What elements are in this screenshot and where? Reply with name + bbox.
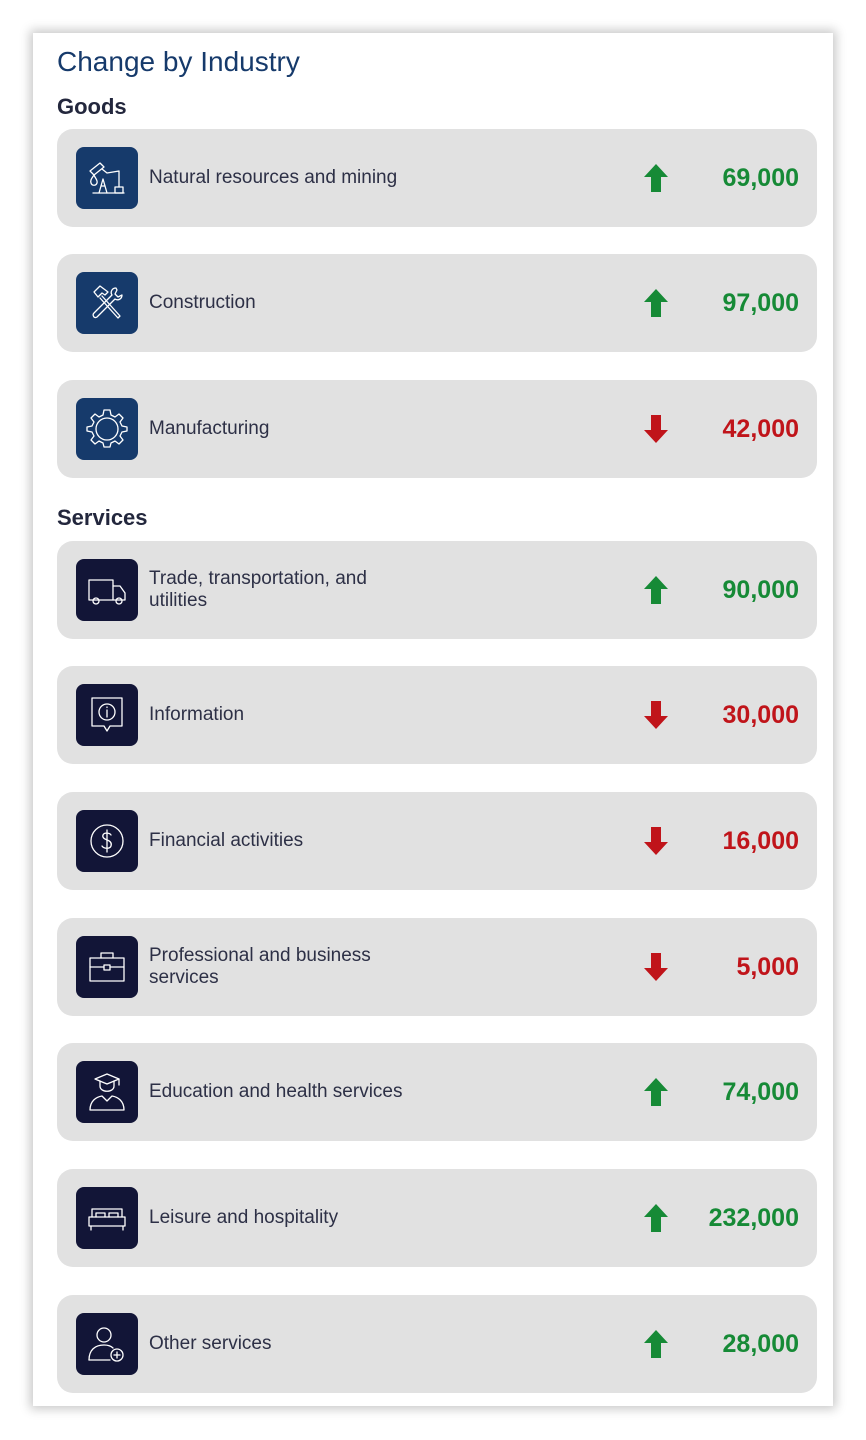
industry-label: Manufacturing: [149, 418, 270, 439]
hammer-wrench-icon: [76, 272, 138, 334]
page-title: Change by Industry: [57, 46, 300, 77]
industry-row-natural-resources: [57, 129, 817, 227]
industry-label: Other services: [149, 1333, 272, 1354]
change-value: 30,000: [722, 701, 799, 729]
arrow-up-icon: [644, 164, 668, 192]
industry-label: Education and health services: [149, 1081, 403, 1102]
section-heading-goods: Goods: [57, 94, 127, 119]
industry-row-professional-business: [57, 918, 817, 1016]
arrow-up-icon: [644, 576, 668, 604]
graduate-icon: [76, 1061, 138, 1123]
industry-label: Construction: [149, 292, 256, 313]
change-value: 5,000: [736, 953, 799, 981]
arrow-up-icon: [644, 1204, 668, 1232]
info-icon: [76, 684, 138, 746]
bed-icon: [76, 1187, 138, 1249]
person-plus-icon: [76, 1313, 138, 1375]
industry-row-leisure-hospitality: [57, 1169, 817, 1267]
industry-row-construction: [57, 254, 817, 352]
industry-row-other-services: [57, 1295, 817, 1393]
arrow-up-icon: [644, 1330, 668, 1358]
change-value: 42,000: [722, 415, 799, 443]
industry-row-information: [57, 666, 817, 764]
industry-row-education-health: [57, 1043, 817, 1141]
industry-label: Natural resources and mining: [149, 167, 398, 188]
section-heading-services: Services: [57, 505, 148, 530]
change-value: 97,000: [722, 289, 799, 317]
arrow-down-icon: [644, 827, 668, 855]
change-value: 74,000: [722, 1078, 799, 1106]
industry-label: Financial activities: [149, 830, 304, 851]
change-value: 28,000: [722, 1330, 799, 1358]
arrow-down-icon: [644, 415, 668, 443]
industry-row-financial-activities: [57, 792, 817, 890]
truck-icon: [76, 559, 138, 621]
change-value: 90,000: [722, 576, 799, 604]
arrow-down-icon: [644, 701, 668, 729]
industry-label: Leisure and hospitality: [149, 1207, 339, 1228]
change-value: 232,000: [708, 1204, 799, 1232]
industry-label: Information: [149, 704, 245, 725]
change-value: 69,000: [722, 164, 799, 192]
arrow-down-icon: [644, 953, 668, 981]
gear-icon: [76, 398, 138, 460]
industry-row-manufacturing: [57, 380, 817, 478]
industry-row-trade-transportation: [57, 541, 817, 639]
change-value: 16,000: [722, 827, 799, 855]
industry-label: Trade, transportation, and utilities: [149, 568, 367, 611]
industry-label: Professional and business services: [149, 945, 371, 988]
briefcase-icon: [76, 936, 138, 998]
oil-pump-icon: [76, 147, 138, 209]
dollar-coin-icon: [76, 810, 138, 872]
arrow-up-icon: [644, 1078, 668, 1106]
arrow-up-icon: [644, 289, 668, 317]
